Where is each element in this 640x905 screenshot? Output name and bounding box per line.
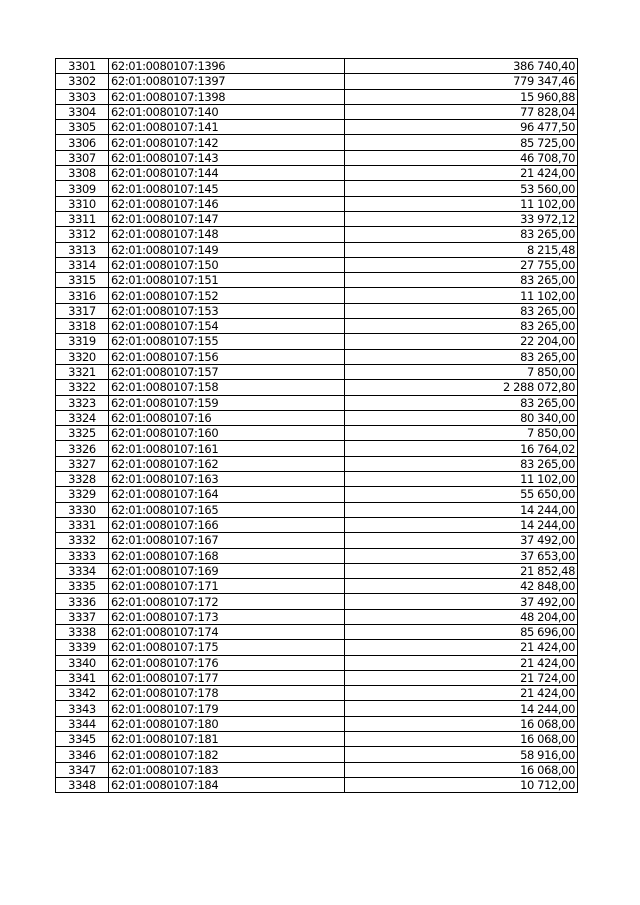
cadastral-number-cell: 62:01:0080107:1397 xyxy=(109,74,345,89)
table-row xyxy=(56,624,578,639)
value-cell: 7 850,00 xyxy=(345,364,578,379)
row-number-cell: 3309 xyxy=(56,181,109,196)
row-number-cell: 3313 xyxy=(56,242,109,257)
table-row xyxy=(56,242,578,257)
cadastral-number-cell: 62:01:0080107:157 xyxy=(109,364,345,379)
value-cell: 27 755,00 xyxy=(345,257,578,272)
cadastral-number-cell: 62:01:0080107:180 xyxy=(109,716,345,731)
cadastral-number-cell: 62:01:0080107:162 xyxy=(109,456,345,471)
row-number-cell: 3327 xyxy=(56,456,109,471)
row-number-cell: 3328 xyxy=(56,472,109,487)
row-number-cell: 3334 xyxy=(56,563,109,578)
table-row xyxy=(56,686,578,701)
value-cell: 21 724,00 xyxy=(345,670,578,685)
value-cell: 85 725,00 xyxy=(345,135,578,150)
row-number-cell: 3319 xyxy=(56,334,109,349)
value-cell: 53 560,00 xyxy=(345,181,578,196)
value-cell: 14 244,00 xyxy=(345,517,578,532)
cadastral-number-cell: 62:01:0080107:165 xyxy=(109,502,345,517)
row-number-cell: 3340 xyxy=(56,655,109,670)
row-number-cell: 3308 xyxy=(56,166,109,181)
cadastral-number-cell: 62:01:0080107:163 xyxy=(109,472,345,487)
value-cell: 33 972,12 xyxy=(345,211,578,226)
value-cell: 83 265,00 xyxy=(345,456,578,471)
row-number-cell: 3332 xyxy=(56,533,109,548)
cadastral-number-cell: 62:01:0080107:150 xyxy=(109,257,345,272)
table-row xyxy=(56,395,578,410)
value-cell: 48 204,00 xyxy=(345,609,578,624)
cadastral-value-table xyxy=(55,58,578,793)
cadastral-number-cell: 62:01:0080107:164 xyxy=(109,487,345,502)
row-number-cell: 3339 xyxy=(56,640,109,655)
table-row xyxy=(56,319,578,334)
table-row xyxy=(56,410,578,425)
table-row xyxy=(56,701,578,716)
value-cell: 58 916,00 xyxy=(345,747,578,762)
table-row xyxy=(56,762,578,777)
table-row xyxy=(56,196,578,211)
cadastral-number-cell: 62:01:0080107:169 xyxy=(109,563,345,578)
row-number-cell: 3347 xyxy=(56,762,109,777)
row-number-cell: 3337 xyxy=(56,609,109,624)
cadastral-number-cell: 62:01:0080107:177 xyxy=(109,670,345,685)
cadastral-number-cell: 62:01:0080107:149 xyxy=(109,242,345,257)
table-row xyxy=(56,609,578,624)
row-number-cell: 3320 xyxy=(56,349,109,364)
value-cell: 21 424,00 xyxy=(345,640,578,655)
value-cell: 7 850,00 xyxy=(345,426,578,441)
table-row xyxy=(56,655,578,670)
value-cell: 83 265,00 xyxy=(345,273,578,288)
cadastral-number-cell: 62:01:0080107:171 xyxy=(109,579,345,594)
table-row xyxy=(56,120,578,135)
table-row xyxy=(56,135,578,150)
cadastral-number-cell: 62:01:0080107:159 xyxy=(109,395,345,410)
row-number-cell: 3335 xyxy=(56,579,109,594)
row-number-cell: 3346 xyxy=(56,747,109,762)
row-number-cell: 3311 xyxy=(56,211,109,226)
row-number-cell: 3325 xyxy=(56,426,109,441)
cadastral-number-cell: 62:01:0080107:173 xyxy=(109,609,345,624)
table-row xyxy=(56,716,578,731)
cadastral-number-cell: 62:01:0080107:144 xyxy=(109,166,345,181)
cadastral-number-cell: 62:01:0080107:158 xyxy=(109,380,345,395)
table-row xyxy=(56,502,578,517)
value-cell: 14 244,00 xyxy=(345,502,578,517)
value-cell: 83 265,00 xyxy=(345,303,578,318)
row-number-cell: 3331 xyxy=(56,517,109,532)
row-number-cell: 3306 xyxy=(56,135,109,150)
value-cell: 42 848,00 xyxy=(345,579,578,594)
value-cell: 8 215,48 xyxy=(345,242,578,257)
cadastral-number-cell: 62:01:0080107:178 xyxy=(109,686,345,701)
table-row xyxy=(56,456,578,471)
cadastral-number-cell: 62:01:0080107:140 xyxy=(109,104,345,119)
value-cell: 77 828,04 xyxy=(345,104,578,119)
cadastral-number-cell: 62:01:0080107:145 xyxy=(109,181,345,196)
row-number-cell: 3318 xyxy=(56,319,109,334)
table-row xyxy=(56,594,578,609)
row-number-cell: 3321 xyxy=(56,364,109,379)
table-row xyxy=(56,563,578,578)
table-row xyxy=(56,579,578,594)
cadastral-number-cell: 62:01:0080107:174 xyxy=(109,624,345,639)
value-cell: 779 347,46 xyxy=(345,74,578,89)
table-row xyxy=(56,211,578,226)
row-number-cell: 3344 xyxy=(56,716,109,731)
cadastral-number-cell: 62:01:0080107:168 xyxy=(109,548,345,563)
row-number-cell: 3324 xyxy=(56,410,109,425)
row-number-cell: 3333 xyxy=(56,548,109,563)
cadastral-number-cell: 62:01:0080107:1398 xyxy=(109,89,345,104)
cadastral-number-cell: 62:01:0080107:151 xyxy=(109,273,345,288)
value-cell: 16 068,00 xyxy=(345,716,578,731)
value-cell: 2 288 072,80 xyxy=(345,380,578,395)
table-row xyxy=(56,441,578,456)
value-cell: 15 960,88 xyxy=(345,89,578,104)
row-number-cell: 3301 xyxy=(56,59,109,74)
value-cell: 16 068,00 xyxy=(345,732,578,747)
row-number-cell: 3348 xyxy=(56,777,109,792)
row-number-cell: 3303 xyxy=(56,89,109,104)
value-cell: 83 265,00 xyxy=(345,227,578,242)
value-cell: 16 764,02 xyxy=(345,441,578,456)
cadastral-number-cell: 62:01:0080107:155 xyxy=(109,334,345,349)
value-cell: 11 102,00 xyxy=(345,472,578,487)
value-cell: 83 265,00 xyxy=(345,395,578,410)
table-row xyxy=(56,166,578,181)
table-row xyxy=(56,257,578,272)
cadastral-number-cell: 62:01:0080107:153 xyxy=(109,303,345,318)
value-cell: 22 204,00 xyxy=(345,334,578,349)
cadastral-number-cell: 62:01:0080107:179 xyxy=(109,701,345,716)
table-row xyxy=(56,181,578,196)
value-cell: 85 696,00 xyxy=(345,624,578,639)
cadastral-number-cell: 62:01:0080107:143 xyxy=(109,150,345,165)
table-row xyxy=(56,104,578,119)
row-number-cell: 3345 xyxy=(56,732,109,747)
value-cell: 21 424,00 xyxy=(345,686,578,701)
cadastral-number-cell: 62:01:0080107:141 xyxy=(109,120,345,135)
value-cell: 10 712,00 xyxy=(345,777,578,792)
cadastral-number-cell: 62:01:0080107:166 xyxy=(109,517,345,532)
value-cell: 11 102,00 xyxy=(345,288,578,303)
value-cell: 96 477,50 xyxy=(345,120,578,135)
row-number-cell: 3323 xyxy=(56,395,109,410)
cadastral-number-cell: 62:01:0080107:175 xyxy=(109,640,345,655)
cadastral-number-cell: 62:01:0080107:16 xyxy=(109,410,345,425)
value-cell: 11 102,00 xyxy=(345,196,578,211)
table-row xyxy=(56,517,578,532)
value-cell: 37 653,00 xyxy=(345,548,578,563)
table-row xyxy=(56,150,578,165)
table-body xyxy=(56,59,578,793)
cadastral-number-cell: 62:01:0080107:161 xyxy=(109,441,345,456)
table-row xyxy=(56,364,578,379)
value-cell: 83 265,00 xyxy=(345,319,578,334)
value-cell: 21 852,48 xyxy=(345,563,578,578)
row-number-cell: 3315 xyxy=(56,273,109,288)
cadastral-number-cell: 62:01:0080107:182 xyxy=(109,747,345,762)
cadastral-number-cell: 62:01:0080107:183 xyxy=(109,762,345,777)
cadastral-number-cell: 62:01:0080107:147 xyxy=(109,211,345,226)
cadastral-number-cell: 62:01:0080107:181 xyxy=(109,732,345,747)
cadastral-number-cell: 62:01:0080107:152 xyxy=(109,288,345,303)
table-row xyxy=(56,273,578,288)
row-number-cell: 3326 xyxy=(56,441,109,456)
table-row xyxy=(56,487,578,502)
table-row xyxy=(56,472,578,487)
cadastral-number-cell: 62:01:0080107:154 xyxy=(109,319,345,334)
value-cell: 80 340,00 xyxy=(345,410,578,425)
value-cell: 83 265,00 xyxy=(345,349,578,364)
cadastral-number-cell: 62:01:0080107:176 xyxy=(109,655,345,670)
row-number-cell: 3322 xyxy=(56,380,109,395)
row-number-cell: 3343 xyxy=(56,701,109,716)
table-row xyxy=(56,89,578,104)
table-row xyxy=(56,548,578,563)
table-row xyxy=(56,349,578,364)
value-cell: 14 244,00 xyxy=(345,701,578,716)
row-number-cell: 3317 xyxy=(56,303,109,318)
value-cell: 46 708,70 xyxy=(345,150,578,165)
cadastral-number-cell: 62:01:0080107:156 xyxy=(109,349,345,364)
cadastral-number-cell: 62:01:0080107:167 xyxy=(109,533,345,548)
table-row xyxy=(56,74,578,89)
row-number-cell: 3316 xyxy=(56,288,109,303)
row-number-cell: 3305 xyxy=(56,120,109,135)
cadastral-number-cell: 62:01:0080107:148 xyxy=(109,227,345,242)
table-row xyxy=(56,334,578,349)
row-number-cell: 3314 xyxy=(56,257,109,272)
cadastral-number-cell: 62:01:0080107:184 xyxy=(109,777,345,792)
table-row xyxy=(56,380,578,395)
row-number-cell: 3312 xyxy=(56,227,109,242)
table-row xyxy=(56,777,578,792)
row-number-cell: 3307 xyxy=(56,150,109,165)
cadastral-number-cell: 62:01:0080107:160 xyxy=(109,426,345,441)
table-row xyxy=(56,227,578,242)
row-number-cell: 3310 xyxy=(56,196,109,211)
table-row xyxy=(56,426,578,441)
row-number-cell: 3336 xyxy=(56,594,109,609)
row-number-cell: 3338 xyxy=(56,624,109,639)
value-cell: 37 492,00 xyxy=(345,533,578,548)
row-number-cell: 3341 xyxy=(56,670,109,685)
row-number-cell: 3330 xyxy=(56,502,109,517)
cadastral-number-cell: 62:01:0080107:172 xyxy=(109,594,345,609)
row-number-cell: 3342 xyxy=(56,686,109,701)
table-row xyxy=(56,533,578,548)
value-cell: 21 424,00 xyxy=(345,166,578,181)
row-number-cell: 3304 xyxy=(56,104,109,119)
table-row xyxy=(56,747,578,762)
cadastral-number-cell: 62:01:0080107:1396 xyxy=(109,59,345,74)
value-cell: 55 650,00 xyxy=(345,487,578,502)
table-row xyxy=(56,59,578,74)
value-cell: 21 424,00 xyxy=(345,655,578,670)
value-cell: 386 740,40 xyxy=(345,59,578,74)
table-row xyxy=(56,732,578,747)
cadastral-number-cell: 62:01:0080107:142 xyxy=(109,135,345,150)
value-cell: 37 492,00 xyxy=(345,594,578,609)
cadastral-number-cell: 62:01:0080107:146 xyxy=(109,196,345,211)
table-row xyxy=(56,640,578,655)
value-cell: 16 068,00 xyxy=(345,762,578,777)
row-number-cell: 3302 xyxy=(56,74,109,89)
table-row xyxy=(56,303,578,318)
table-row xyxy=(56,670,578,685)
row-number-cell: 3329 xyxy=(56,487,109,502)
table-row xyxy=(56,288,578,303)
